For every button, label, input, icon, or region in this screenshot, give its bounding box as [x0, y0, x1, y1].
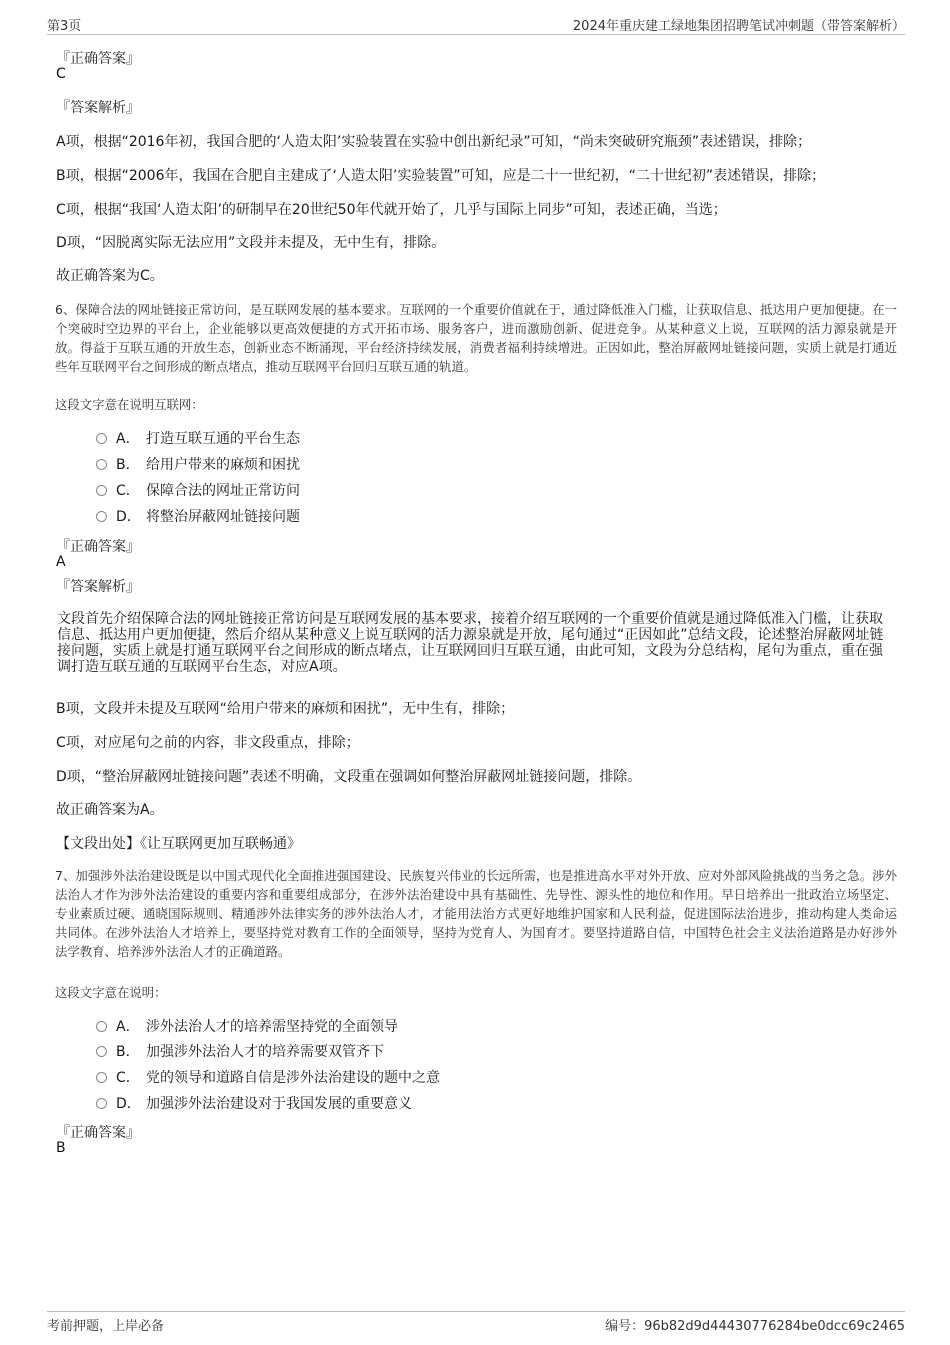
q6-answer-label: 『正确答案』 [56, 539, 140, 555]
option-text: 保障合法的网址正常访问 [146, 483, 300, 499]
question-7-option-a[interactable] [96, 1016, 398, 1038]
radio-icon[interactable] [96, 1021, 107, 1032]
radio-icon[interactable] [96, 459, 107, 470]
option-text: 加强涉外法治建设对于我国发展的重要意义 [146, 1096, 412, 1112]
question-6-stem: 这段文字意在说明互联网： [55, 397, 204, 412]
option-text: 党的领导和道路自信是涉外法治建设的题中之意 [146, 1070, 440, 1086]
question-6-option-a[interactable] [96, 428, 300, 450]
q7-answer: B [56, 1140, 66, 1156]
q6-conclusion: 故正确答案为A。 [56, 802, 164, 818]
q6-analysis-line: C项，对应尾句之前的内容，非文段重点，排除； [56, 735, 360, 751]
q5-analysis-line: A项，根据“2016年初，我国合肥的‘人造太阳’实验装置在实验中创出新纪录”可知，“尚未突破研究瓶颈”表述错误，排除； [56, 134, 812, 150]
q6-analysis-paragraph: 文段首先介绍保障合法的网址链接正常访问是互联网发展的基本要求，接着介绍互联网的一个重要价值就是通过降低准入门槛，让获取信息、抵达用户更加便捷，然后介绍从某种意义上说互联网的活力源泉就是开放，尾句通过“正因如此”总结文段，论述整治屏蔽网址链接问题，实质上就是打通互联网平台之间形成的断点堵点，让互联网回归互联互通，由此可知，文段为分总结构，尾句为重点，重在强调打造互联互通的互联网平台生态，对应A项。 [57, 611, 884, 675]
option-letter: A． [116, 431, 140, 447]
q5-analysis-line: C项，根据“我国‘人造太阳’的研制早在20世纪50年代就开始了，几乎与国际上同步”可知，表述正确，当选； [56, 202, 727, 218]
radio-icon[interactable] [96, 433, 107, 444]
option-text: 将整治屏蔽网址链接问题 [146, 509, 300, 525]
q5-answer: C [56, 66, 66, 82]
radio-icon[interactable] [96, 1046, 107, 1057]
footer-slogan: 考前押题，上岸必备 [47, 1319, 165, 1334]
q5-answer-label: 『正确答案』 [56, 51, 140, 67]
radio-icon[interactable] [96, 1098, 107, 1109]
q6-analysis-label: 『答案解析』 [56, 579, 140, 595]
q5-analysis-line: B项，根据“2006年，我国在合肥自主建成了‘人造太阳’实验装置”可知，应是二十一世纪初，“二十世纪初”表述错误，排除； [56, 168, 826, 184]
q5-analysis-label: 『答案解析』 [56, 100, 140, 116]
option-text: 加强涉外法治人才的培养需要双管齐下 [146, 1044, 384, 1060]
q6-analysis-line: B项，文段并未提及互联网“给用户带来的麻烦和困扰”，无中生有，排除； [56, 701, 515, 717]
option-letter: C． [116, 483, 140, 499]
page-number: 第3页 [47, 19, 82, 34]
option-text: 给用户带来的麻烦和困扰 [146, 457, 300, 473]
option-letter: B． [116, 457, 140, 473]
question-7-option-b[interactable] [96, 1041, 384, 1063]
document-title: 2024年重庆建工绿地集团招聘笔试冲刺题（带答案解析） [572, 19, 905, 34]
question-6-text: 6、保障合法的网址链接正常访问，是互联网发展的基本要求。互联网的一个重要价值就在于，通过降低准入门槛，让获取信息、抵达用户更加便捷。在一个突破时空边界的平台上，企业能够以更高效便捷的方式开拓市场、服务客户，进而激励创新、促进竞争。从某种意义上说，互联网的活力源泉就是开放。得益于互联互通的开放生态，创新业态不断涌现，平台经济持续发展，消费者福利持续增进。正因如此，整治屏蔽网址链接问题，实质上就是打通近些年互联网平台之间形成的断点堵点，推动互联网平台回归互联互通的轨道。 [55, 302, 897, 374]
radio-icon[interactable] [96, 511, 107, 522]
question-7-stem: 这段文字意在说明： [55, 985, 167, 1000]
question-7-option-d[interactable] [96, 1093, 412, 1115]
document-code: 编号：96b82d9d44430776284be0dcc69c2465 [605, 1319, 905, 1334]
question-7-option-c[interactable] [96, 1067, 440, 1089]
question-7-text: 7、加强涉外法治建设既是以中国式现代化全面推进强国建设、民族复兴伟业的长远所需，也是推进高水平对外开放、应对外部风险挑战的当务之急。涉外法治人才作为涉外法治建设的重要内容和重要组成部分，在涉外法治建设中具有基础性、先导性、源头性的地位和作用。早日培养出一批政治立场坚定、专业素质过硬、通晓国际规则、精通涉外法律实务的涉外法治人才，才能用法治方式更好地维护国家和人民利益，促进国际法治进步，推动构建人类命运共同体。在涉外法治人才培养上，要坚持党对教育工作的全面领导，坚持为党育人、为国育才。要坚持道路自信，中国特色社会主义法治道路是办好涉外法学教育、培养涉外法治人才的正确道路。 [55, 868, 897, 959]
option-letter: A． [116, 1019, 140, 1035]
page-footer [47, 1311, 905, 1332]
question-6-option-d[interactable] [96, 506, 300, 528]
radio-icon[interactable] [96, 485, 107, 496]
question-6-option-c[interactable] [96, 480, 300, 502]
q6-analysis-line: D项，“整治屏蔽网址链接问题”表述不明确，文段重在强调如何整治屏蔽网址链接问题，排除。 [56, 769, 642, 785]
option-text: 打造互联互通的平台生态 [146, 431, 300, 447]
option-letter: D． [116, 1096, 141, 1112]
page-header [47, 14, 905, 35]
q5-conclusion: 故正确答案为C。 [56, 268, 164, 284]
q6-answer: A [56, 554, 66, 570]
option-letter: D． [116, 509, 141, 525]
q6-source: 【文段出处】《让互联网更加互联畅通》 [56, 836, 301, 852]
question-6-option-b[interactable] [96, 454, 300, 476]
q7-answer-label: 『正确答案』 [56, 1125, 140, 1141]
q5-analysis-line: D项，“因脱离实际无法应用”文段并未提及，无中生有，排除。 [56, 235, 446, 251]
option-text: 涉外法治人才的培养需坚持党的全面领导 [146, 1019, 398, 1035]
option-letter: B． [116, 1044, 140, 1060]
option-letter: C． [116, 1070, 140, 1086]
radio-icon[interactable] [96, 1072, 107, 1083]
